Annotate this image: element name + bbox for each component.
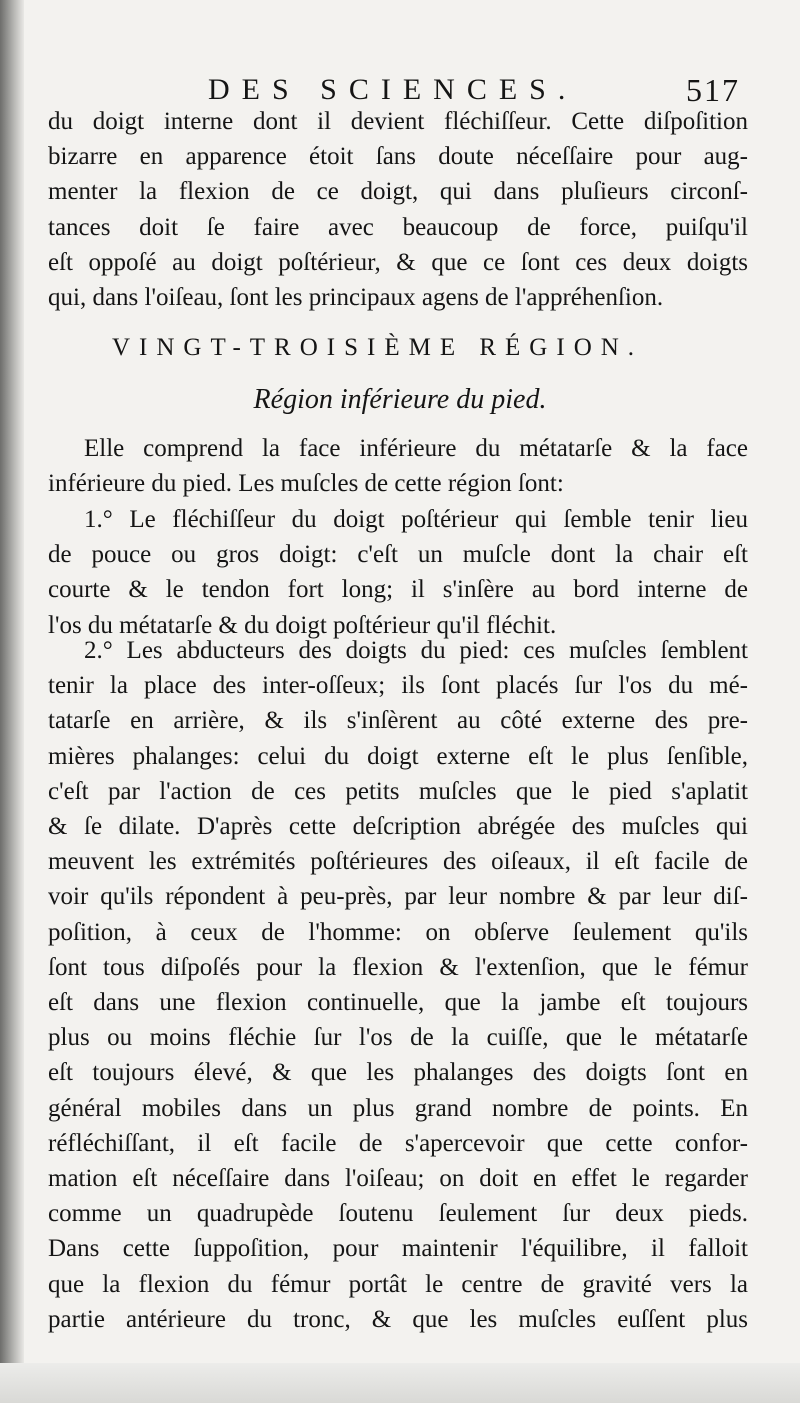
text-line: bizarre en apparence étoit ſans doute néceſſaire pour aug- <box>48 143 748 171</box>
paragraph-intro <box>48 431 748 501</box>
paragraph-item-2 <box>48 633 748 1337</box>
section-subheading: Région inférieure du pied. <box>253 384 547 415</box>
text-line: meuvent les extrémités poſtérieures des oiſeaux, il eſt facile de <box>48 848 748 876</box>
text-line: inférieure du pied. Les muſcles de cette région ſont: <box>48 470 564 498</box>
text-line: comme un quadrupède ſoutenu ſeulement ſur deux pieds. <box>48 1200 748 1228</box>
text-line: l'os du métatarſe & du doigt poſtérieur qu'il fléchit. <box>48 611 557 639</box>
text-line: réfléchiſſant, il eſt facile de s'apercevoir que cette confor- <box>48 1129 748 1157</box>
paragraph-continuation <box>48 104 748 315</box>
text-line: général mobiles dans un plus grand nombre de points. En <box>48 1094 748 1122</box>
text-line: plus ou moins fléchie ſur l'os de la cuiſſe, que le métatarſe <box>48 1024 748 1052</box>
page-number: 517 <box>686 72 740 108</box>
text-line: courte & le tendon fort long; il s'inſère au bord interne de <box>48 576 748 604</box>
book-spine-shadow <box>0 0 24 1403</box>
text-line: & ſe dilate. D'après cette deſcription abrégée des muſcles qui <box>48 813 748 841</box>
text-line: qui, dans l'oiſeau, ſont les principaux agens de l'appréhenſion. <box>48 284 664 312</box>
text-line: eſt oppoſé au doigt poſtérieur, & que ce ſont ces deux doigts <box>48 248 748 276</box>
running-head: DES SCIENCES. <box>208 73 578 106</box>
text-line: mation eſt néceſſaire dans l'oiſeau; on doit en effet le regarder <box>48 1165 748 1193</box>
text-line: du doigt interne dont il devient fléchiſſeur. Cette diſpoſition <box>48 108 748 135</box>
text-line: partie antérieure du tronc, & que les muſcles euſſent plus <box>48 1305 748 1333</box>
text-line: 2.° Les abducteurs des doigts du pied: ces muſcles ſemblent <box>84 637 748 664</box>
text-line: tances doit ſe faire avec beaucoup de force, puiſqu'il <box>48 213 748 241</box>
text-line: Dans cette ſuppoſition, pour maintenir l'équilibre, il falloit <box>48 1235 748 1263</box>
text-line: que la flexion du fémur portât le centre de gravité vers la <box>48 1270 748 1298</box>
text-line: c'eſt par l'action de ces petits muſcles que le pied s'aplatit <box>48 777 748 805</box>
text-line: eſt dans une flexion continuelle, que la jambe eſt toujours <box>48 989 748 1017</box>
text-line: voir qu'ils répondent à peu-près, par leur nombre & par leur diſ- <box>48 883 748 911</box>
text-line: menter la flexion de ce doigt, qui dans pluſieurs circonſ- <box>48 178 748 206</box>
text-line: Elle comprend la face inférieure du métatarſe & la face <box>84 435 748 462</box>
text-line: ſont tous diſpoſés pour la flexion & l'extenſion, que le fémur <box>48 953 748 981</box>
text-line: eſt toujours élevé, & que les phalanges des doigts ſont en <box>48 1059 748 1087</box>
paragraph-item-1 <box>48 502 748 643</box>
text-line: poſition, à ceux de l'homme: on obſerve ſeulement qu'ils <box>48 918 748 946</box>
page-bottom-edge <box>0 1363 800 1403</box>
text-line: tenir la place des inter-oſſeux; ils ſont placés ſur l'os du mé- <box>48 672 748 700</box>
text-line: tatarſe en arrière, & ils s'inſèrent au côté externe des pre- <box>48 707 748 735</box>
text-line: 1.° Le fléchiſſeur du doigt poſtérieur qui ſemble tenir lieu <box>84 506 748 533</box>
text-line: de pouce ou gros doigt: c'eſt un muſcle dont la chair eſt <box>48 541 748 569</box>
text-line: mières phalanges: celui du doigt externe eſt le plus ſenſible, <box>48 742 748 770</box>
section-heading: VINGT-TROISIÈME RÉGION. <box>112 334 644 361</box>
